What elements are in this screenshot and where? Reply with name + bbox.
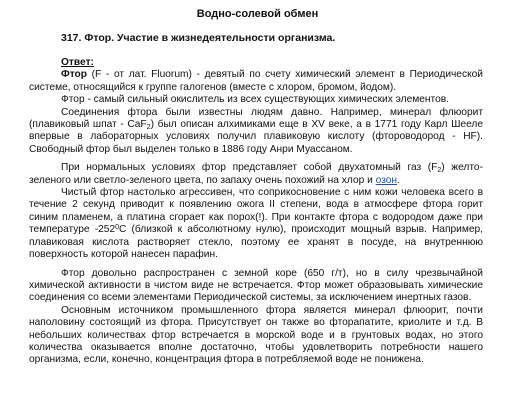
aggressiveness-text-a: Чистый фтор настолько агрессивен, что соприкосновение с ним кожи человека всего в течение 2 секунд приводит к появлению ожога II степени, вода в атмосфере фтора горит синим пламенем, а платина сгорает как порох(!). При контакте фтора с водородом даже при температуре -252 (29, 187, 483, 236)
superscript: 0 (115, 224, 120, 232)
answer-body (29, 57, 483, 367)
paragraph-definition (29, 69, 483, 94)
paragraph-abundance: Фтор довольно распространен с земной коре (650 г/т), но в силу чрезвычайной химической активности в чистом виде не встречается. Фтор может образовывать химические соединения со всеми элементами Периодической системы, за исключением инертных газов. (29, 267, 483, 304)
paragraph-properties (29, 162, 483, 187)
question-heading: 317. Фтор. Участие в жизнедеятельности организма. (61, 32, 336, 44)
history-text-a: Соединения фтора были известны людям давно. Например, минерал флюорит (плавиковый шпат - CaF (29, 106, 483, 131)
paragraph-oxidizer: Фтор - самый сильный окислитель из всех существующих химических элементов. (61, 94, 450, 106)
properties-text-c: . (397, 174, 400, 186)
definition-text: (F - от лат. Fluorum) - девятый по счету химический элемент в Периодической системе, относящийся к группе галогенов (вместе с хлором, бромом, йодом). (29, 69, 483, 93)
page-title: Водно-солевой обмен (196, 8, 319, 20)
paragraph-aggressiveness (29, 187, 483, 261)
answer-label: Ответ: (61, 57, 94, 68)
ozone-link[interactable]: озон (375, 174, 398, 186)
subscript: 2 (146, 124, 151, 132)
properties-text-b: ) желто-зеленого или светло-зеленого цвета, по запаху очень похожий на хлор и (29, 162, 483, 186)
aggressiveness-text-b: С (близкой к абсолютному нулю), происходит мощный взрыв. Например, плавиковая кислота растворяет стекло, поэтому ее хранят в посуде, на внутреннюю поверхность которой нанесен парафин. (29, 224, 484, 261)
history-text-b: ) был описан алхимиками еще в XV веке, а в 1771 году Карл Шееле впервые в лабораторных условиях получил плавиковую кислоту (фтороводород - HF). Свободный фтор был выделен только в 1886 году Анри Муассаном. (29, 119, 484, 155)
paragraph-history (29, 107, 483, 157)
term-fluorine: Фтор (61, 69, 87, 81)
paragraph-sources: Основным источником промышленного фтора является минерал флюорит, почти наполовину состоящий из фтора. Присутствует он также во фторапатите, криолите и т.д. В небольших количествах фтор встречается в морской воде и в грунтовых водах, но этого количества оказывается вполне достаточно, чтобы удовлетворить потребности нашего организма, если, конечно, концентрация фтора в потребляемой воде не понижена. (29, 304, 483, 366)
properties-text-a: При нормальных условиях фтор представляет собой двухатомный газ (F (61, 162, 438, 174)
subscript: 2 (437, 167, 442, 175)
